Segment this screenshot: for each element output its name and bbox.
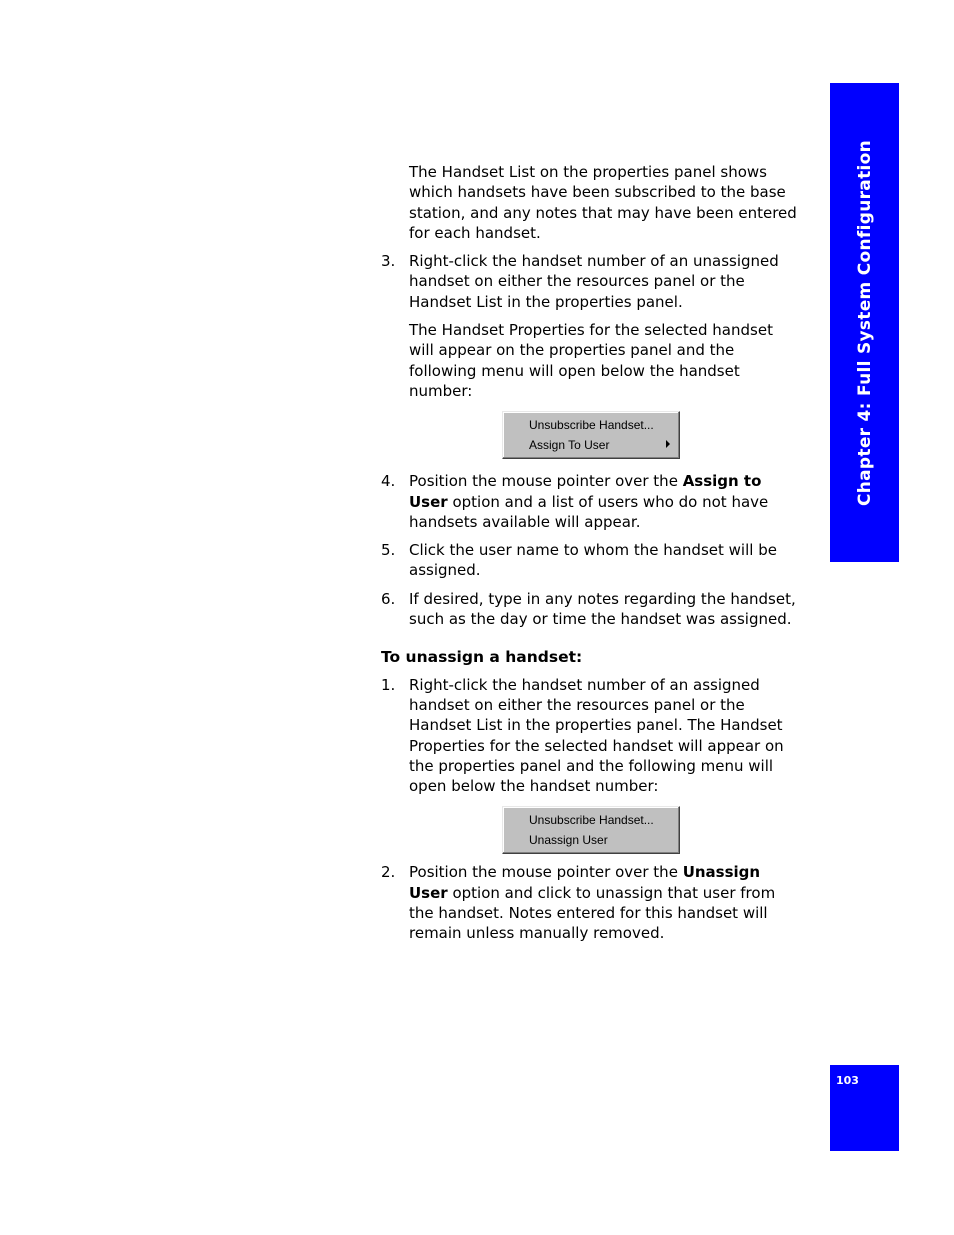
step-text: Position the mouse pointer over the Assign to User option and a list of users who do not have handsets available will appear. [409,472,769,531]
step-text: Right-click the handset number of an assigned handset on either the resources panel or the Handset List in the properties panel. The Handset Properties for the selected handset will appear on the properties panel and the following menu will open below the handset number: [409,675,784,796]
page-number: 103 [836,1074,859,1087]
step-3 [381,251,801,312]
context-menu-figure-assign [502,411,801,471]
page-content [381,162,801,952]
menu-item-unassign-user[interactable] [503,830,679,850]
step-4 [381,471,801,532]
context-menu [502,411,680,459]
unassign-step-2 [381,862,801,943]
menu-item-unsubscribe-handset[interactable] [503,810,679,830]
page-number-tab [830,1065,899,1151]
step-number: 2. [381,863,396,882]
step-number: 6. [381,589,396,608]
step-text: Right-click the handset number of an unassigned handset on either the resources panel or the Handset List in the properties panel. [409,252,779,311]
chapter-tab [830,83,899,562]
section-heading: To unassign a handset: [381,648,583,667]
bold-term: Unassign User [409,863,761,902]
chapter-title: Chapter 4: Full System Configuration [854,139,875,506]
step-text: If desired, type in any notes regarding the handset, such as the day or time the handset was assigned. [409,589,796,629]
menu-item-label: Assign To User [529,438,610,453]
step-5 [381,540,801,581]
step-text: Position the mouse pointer over the Unassign User option and click to unassign that user from the handset. Notes entered for this handset will remain unless manually removed. [409,863,776,943]
menu-item-assign-to-user[interactable] [503,435,679,455]
unassign-step-1 [381,675,801,797]
menu-item-label: Unassign User [529,833,608,848]
submenu-arrow-icon [666,440,670,448]
menu-item-label: Unsubscribe Handset... [529,813,654,828]
context-menu-figure-unassign [502,806,801,862]
step-6 [381,589,801,630]
step-number: 4. [381,472,396,491]
step-number: 1. [381,675,396,694]
step-3-followup: The Handset Properties for the selected handset will appear on the properties panel and the following menu will open below the handset number: [409,321,773,400]
menu-item-unsubscribe-handset[interactable] [503,415,679,435]
step-text: Click the user name to whom the handset will be assigned. [409,541,777,580]
intro-paragraph: The Handset List on the properties panel shows which handsets have been subscribed to the base station, and any notes that may have been entered for each handset. [409,163,797,242]
bold-term: Assign to User [409,472,762,511]
menu-item-label: Unsubscribe Handset... [529,418,654,433]
step-number: 5. [381,541,396,560]
step-number: 3. [381,252,396,271]
context-menu [502,806,680,854]
